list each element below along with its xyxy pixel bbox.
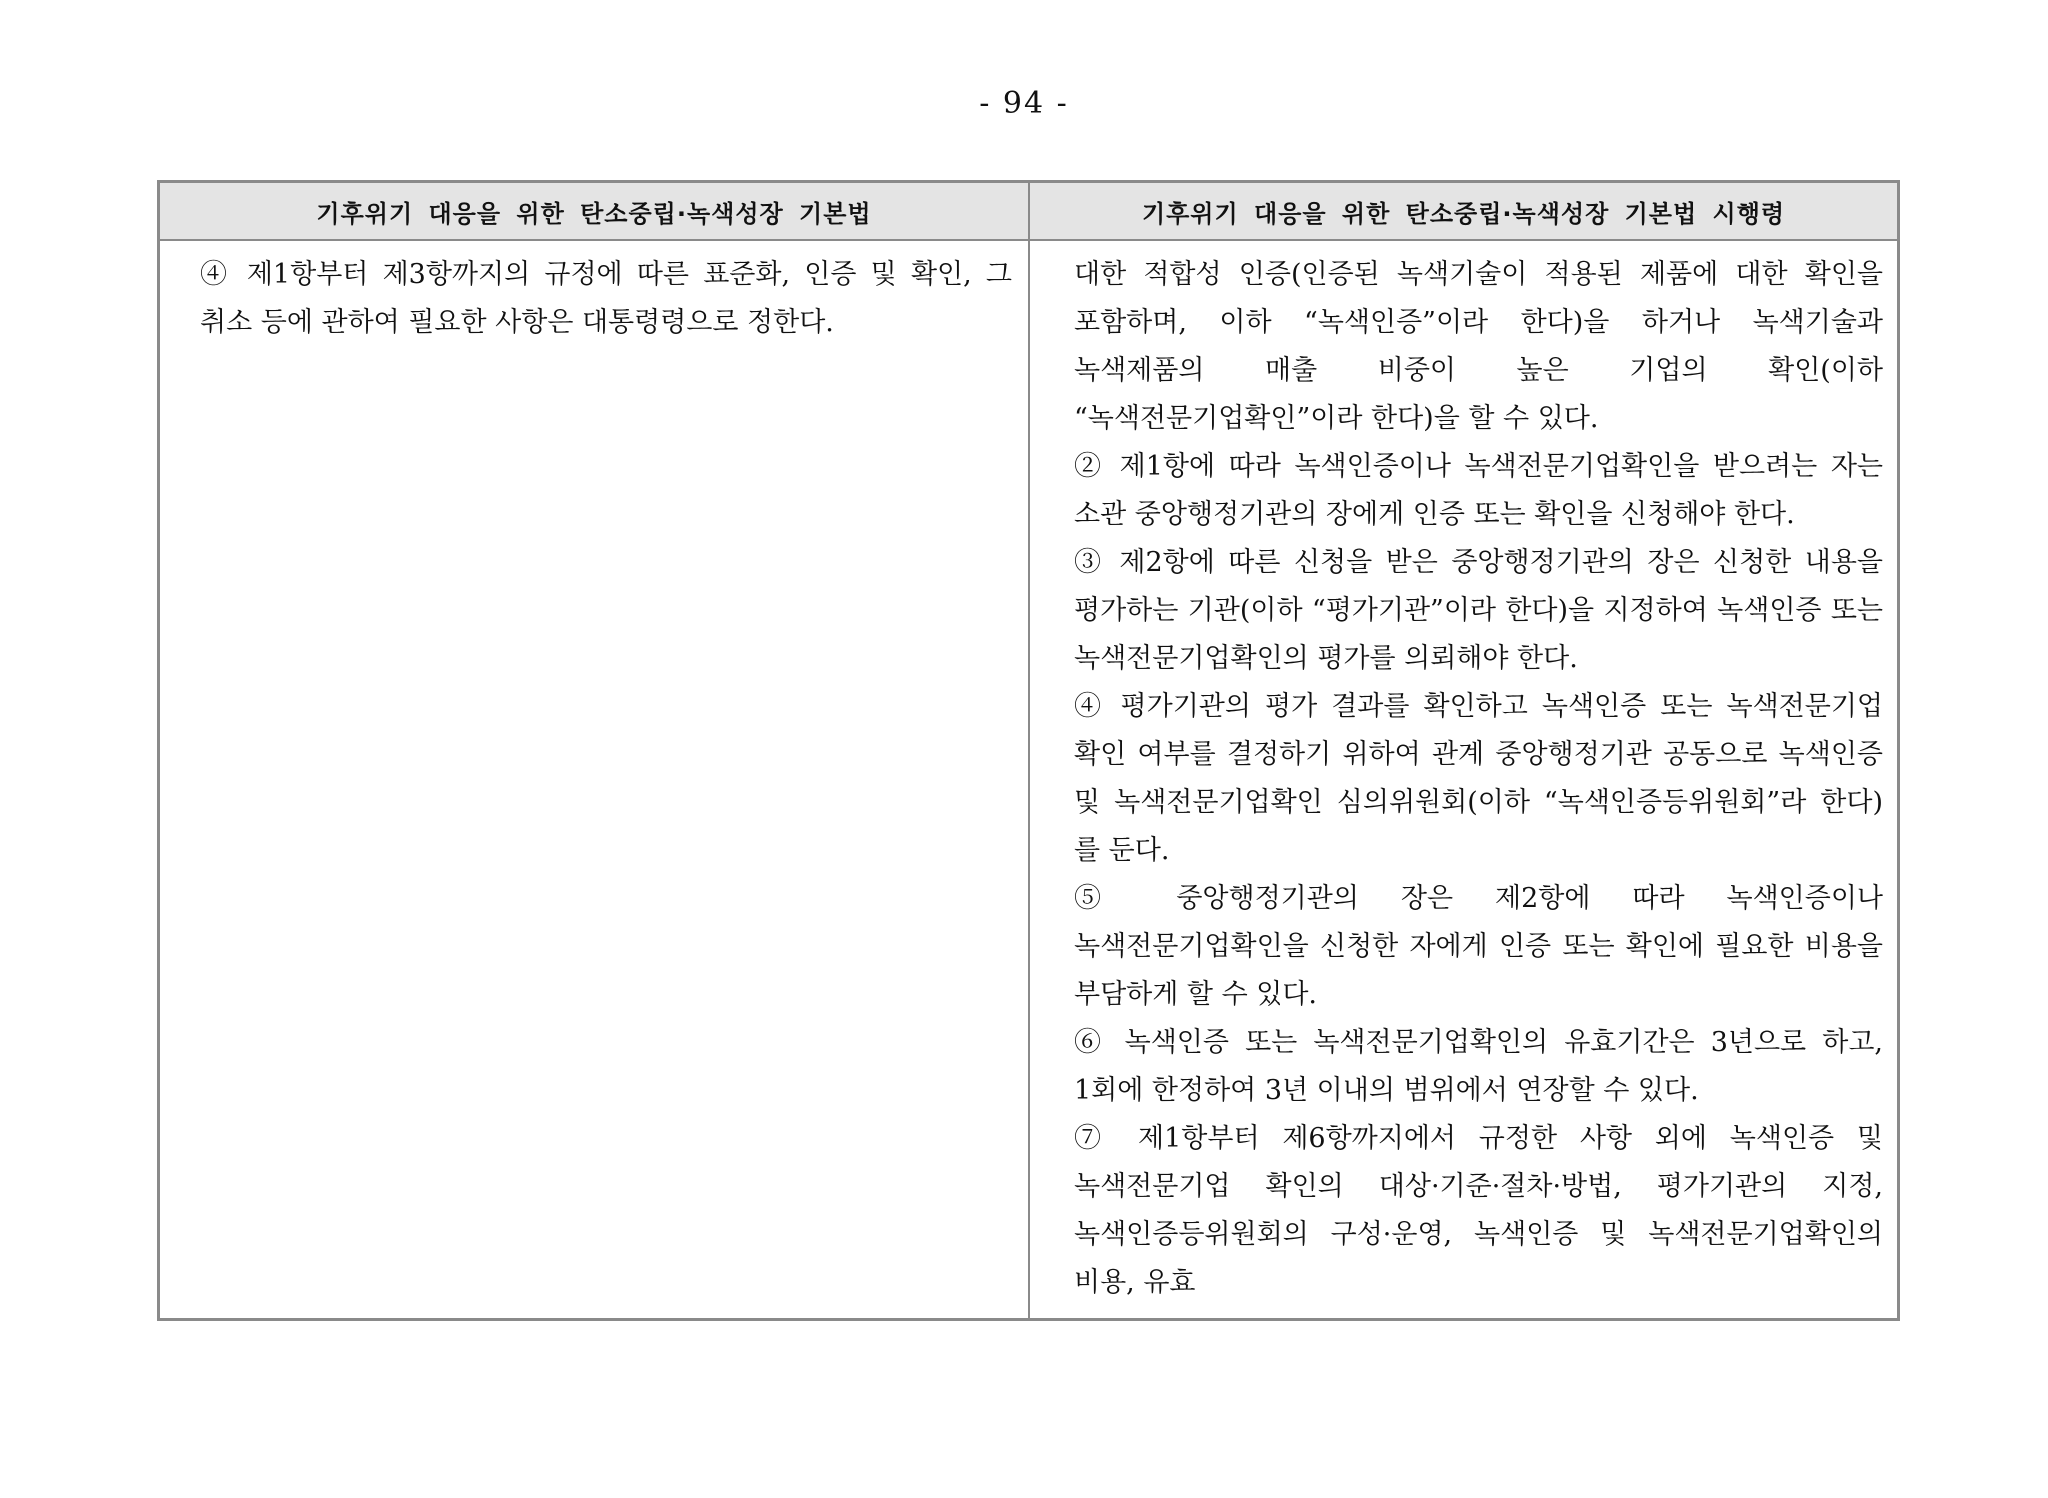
law-comparison-table <box>157 180 1900 1321</box>
decree-paragraph-7: ⑦ 제1항부터 제6항까지에서 규정한 사항 외에 녹색인증 및 녹색전문기업 확인의 대상·기준·절차·방법, 평가기관의 지정, 녹색인증등위원회의 구성·운영, 녹색인증 및 녹색전문기업확인의 비용, 유효 <box>1074 1123 1883 1298</box>
decree-column-body <box>1030 241 1897 1318</box>
decree-paragraph-1-continued: 대한 적합성 인증(인증된 녹색기술이 적용된 제품에 대한 확인을 포함하며, 이하 “녹색인증”이라 한다)을 하거나 녹색기술과 녹색제품의 매출 비중이 높은 기업의 확인(이하 “녹색전문기업확인”이라 한다)을 할 수 있다. <box>1074 259 1883 434</box>
law-column-body <box>160 241 1030 1318</box>
decree-paragraph-4: ④ 평가기관의 평가 결과를 확인하고 녹색인증 또는 녹색전문기업 확인 여부를 결정하기 위하여 관계 중앙행정기관 공동으로 녹색인증 및 녹색전문기업확인 심의위원회(이하 “녹색인증등위원회”라 한다)를 둔다. <box>1074 691 1883 866</box>
decree-paragraph-5: ⑤ 중앙행정기관의 장은 제2항에 따라 녹색인증이나 녹색전문기업확인을 신청한 자에게 인증 또는 확인에 필요한 비용을 부담하게 할 수 있다. <box>1074 883 1883 1010</box>
decree-paragraph-6: ⑥ 녹색인증 또는 녹색전문기업확인의 유효기간은 3년으로 하고, 1회에 한정하여 3년 이내의 범위에서 연장할 수 있다. <box>1074 1027 1883 1106</box>
decree-column-header: 기후위기 대응을 위한 탄소중립·녹색성장 기본법 시행령 <box>1030 183 1897 241</box>
law-column-header: 기후위기 대응을 위한 탄소중립·녹색성장 기본법 <box>160 183 1030 241</box>
law-paragraph-4: ④ 제1항부터 제3항까지의 규정에 따른 표준화, 인증 및 확인, 그 취소 등에 관하여 필요한 사항은 대통령령으로 정한다. <box>200 259 1012 338</box>
page-number: - 94 - <box>979 86 1069 121</box>
decree-paragraph-2: ② 제1항에 따라 녹색인증이나 녹색전문기업확인을 받으려는 자는 소관 중앙행정기관의 장에게 인증 또는 확인을 신청해야 한다. <box>1074 451 1883 530</box>
decree-paragraph-3: ③ 제2항에 따른 신청을 받은 중앙행정기관의 장은 신청한 내용을 평가하는 기관(이하 “평가기관”이라 한다)을 지정하여 녹색인증 또는 녹색전문기업확인의 평가를 의뢰해야 한다. <box>1074 547 1883 674</box>
